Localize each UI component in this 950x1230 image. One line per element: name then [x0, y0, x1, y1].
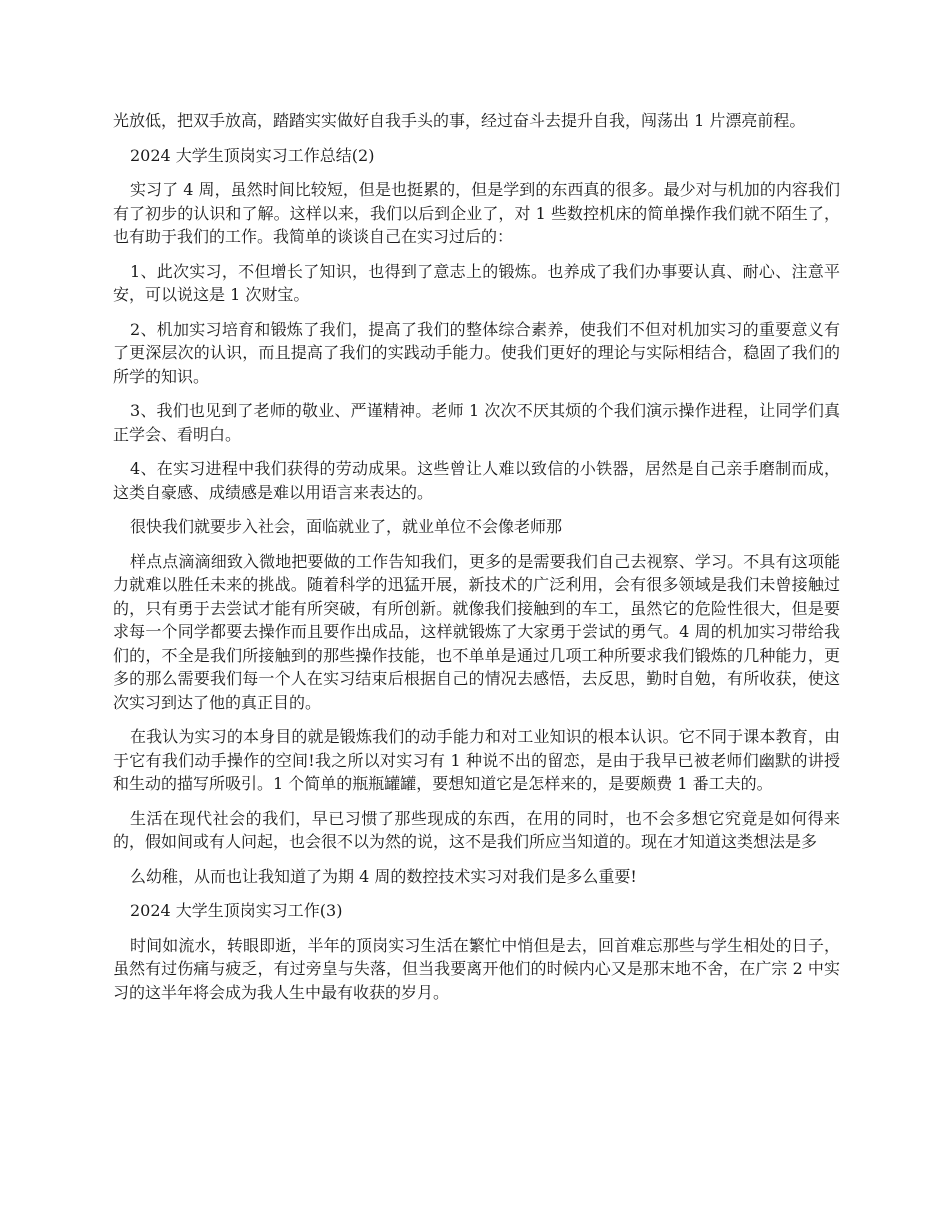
paragraph: 时间如流水，转眼即逝，半年的顶岗实习生活在繁忙中悄但是去，回首难忘那些与学生相处的日子，虽然有过伤痛与疲乏，有过旁皇与失落，但当我要离开他们的时候内心又是那末地不舍，在广宗 2 中实习的这半年将会成为我人生中最有收获的岁月。 — [113, 935, 840, 1002]
paragraph: 样点点滴滴细致入微地把要做的工作告知我们，更多的是需要我们自己去视察、学习。不具有这项能力就难以胜任未来的挑战。随着科学的迅猛开展，新技术的广泛利用，会有很多领域是我们未曾接触过的，只有勇于去尝试才能有所突破，有所创新。就像我们接触到的车工，虽然它的危险性很大，但是要求每一个同学都要去操作而且要作出成品，这样就锻炼了大家勇于尝试的勇气。4 周的机加实习带给我们的，不全是我们所接触到的那些操作技能，也不单单是通过几项工种所要求我们锻炼的几种能力，更多的那么需要我们每一个人在实习结束后根据自己的情况去感悟，去反思，勤时自勉，有所收获，使这次实习到达了他的真正目的。 — [113, 551, 840, 712]
paragraph: 很快我们就要步入社会，面临就业了，就业单位不会像老师那 — [130, 517, 563, 536]
paragraph: 生活在现代社会的我们，早已习惯了那些现成的东西，在用的同时，也不会多想它究竟是如何得来的，假如间或有人问起，也会很不以为然的说，这不是我们所应当知道的。现在才知道这类想法是多 — [113, 808, 840, 851]
list-item-1: 1、此次实习，不但增长了知识，也得到了意志上的锻炼。也养成了我们办事要认真、耐心、注意平安，可以说这是 1 次财宝。 — [113, 261, 840, 304]
list-item-3: 3、我们也见到了老师的敬业、严谨精神。老师 1 次次不厌其烦的个我们演示操作进程，让同学们真正学会、看明白。 — [113, 401, 840, 444]
paragraph: 么幼稚，从而也让我知道了为期 4 周的数控技术实习对我们是多么重要! — [130, 866, 637, 886]
section-heading-2: 2024 大学生顶岗实习工作总结(2) — [130, 145, 375, 165]
paragraph: 实习了 4 周，虽然时间比较短，但是也挺累的，但是学到的东西真的很多。最少对与机加的内容我们有了初步的认识和了解。这样以来，我们以后到企业了，对 1 些数控机床的简单操作我们就不陌生了，也有助于我们的工作。我简单的谈谈自己在实习过后的： — [113, 180, 840, 246]
document-body — [113, 109, 840, 1015]
paragraph: 在我认为实习的本身目的就是锻炼我们的动手能力和对工业知识的根本认识。它不同于课本教育，由于它有我们动手操作的空间!我之所以对实习有 1 种说不出的留恋，是由于我早已被老师们幽默的讲授和生动的描写所吸引。1 个简单的瓶瓶罐罐，要想知道它是怎样来的，是要颇费 1 番工夫的。 — [113, 727, 840, 793]
list-item-4: 4、在实习进程中我们获得的劳动成果。这些曾让人难以致信的小铁器，居然是自己亲手磨制而成，这类自豪感、成绩感是难以用语言来表达的。 — [113, 459, 840, 502]
list-item-2: 2、机加实习培育和锻炼了我们，提高了我们的整体综合素养，使我们不但对机加实习的重要意义有了更深层次的认识，而且提高了我们的实践动手能力。使我们更好的理论与实际相结合，稳固了我们的所学的知识。 — [113, 319, 840, 386]
paragraph-continuation: 光放低，把双手放高，踏踏实实做好自我手头的事，经过奋斗去提升自我，闯荡出 1 片漂亮前程。 — [113, 111, 806, 130]
section-heading-3: 2024 大学生顶岗实习工作(3) — [130, 901, 343, 920]
